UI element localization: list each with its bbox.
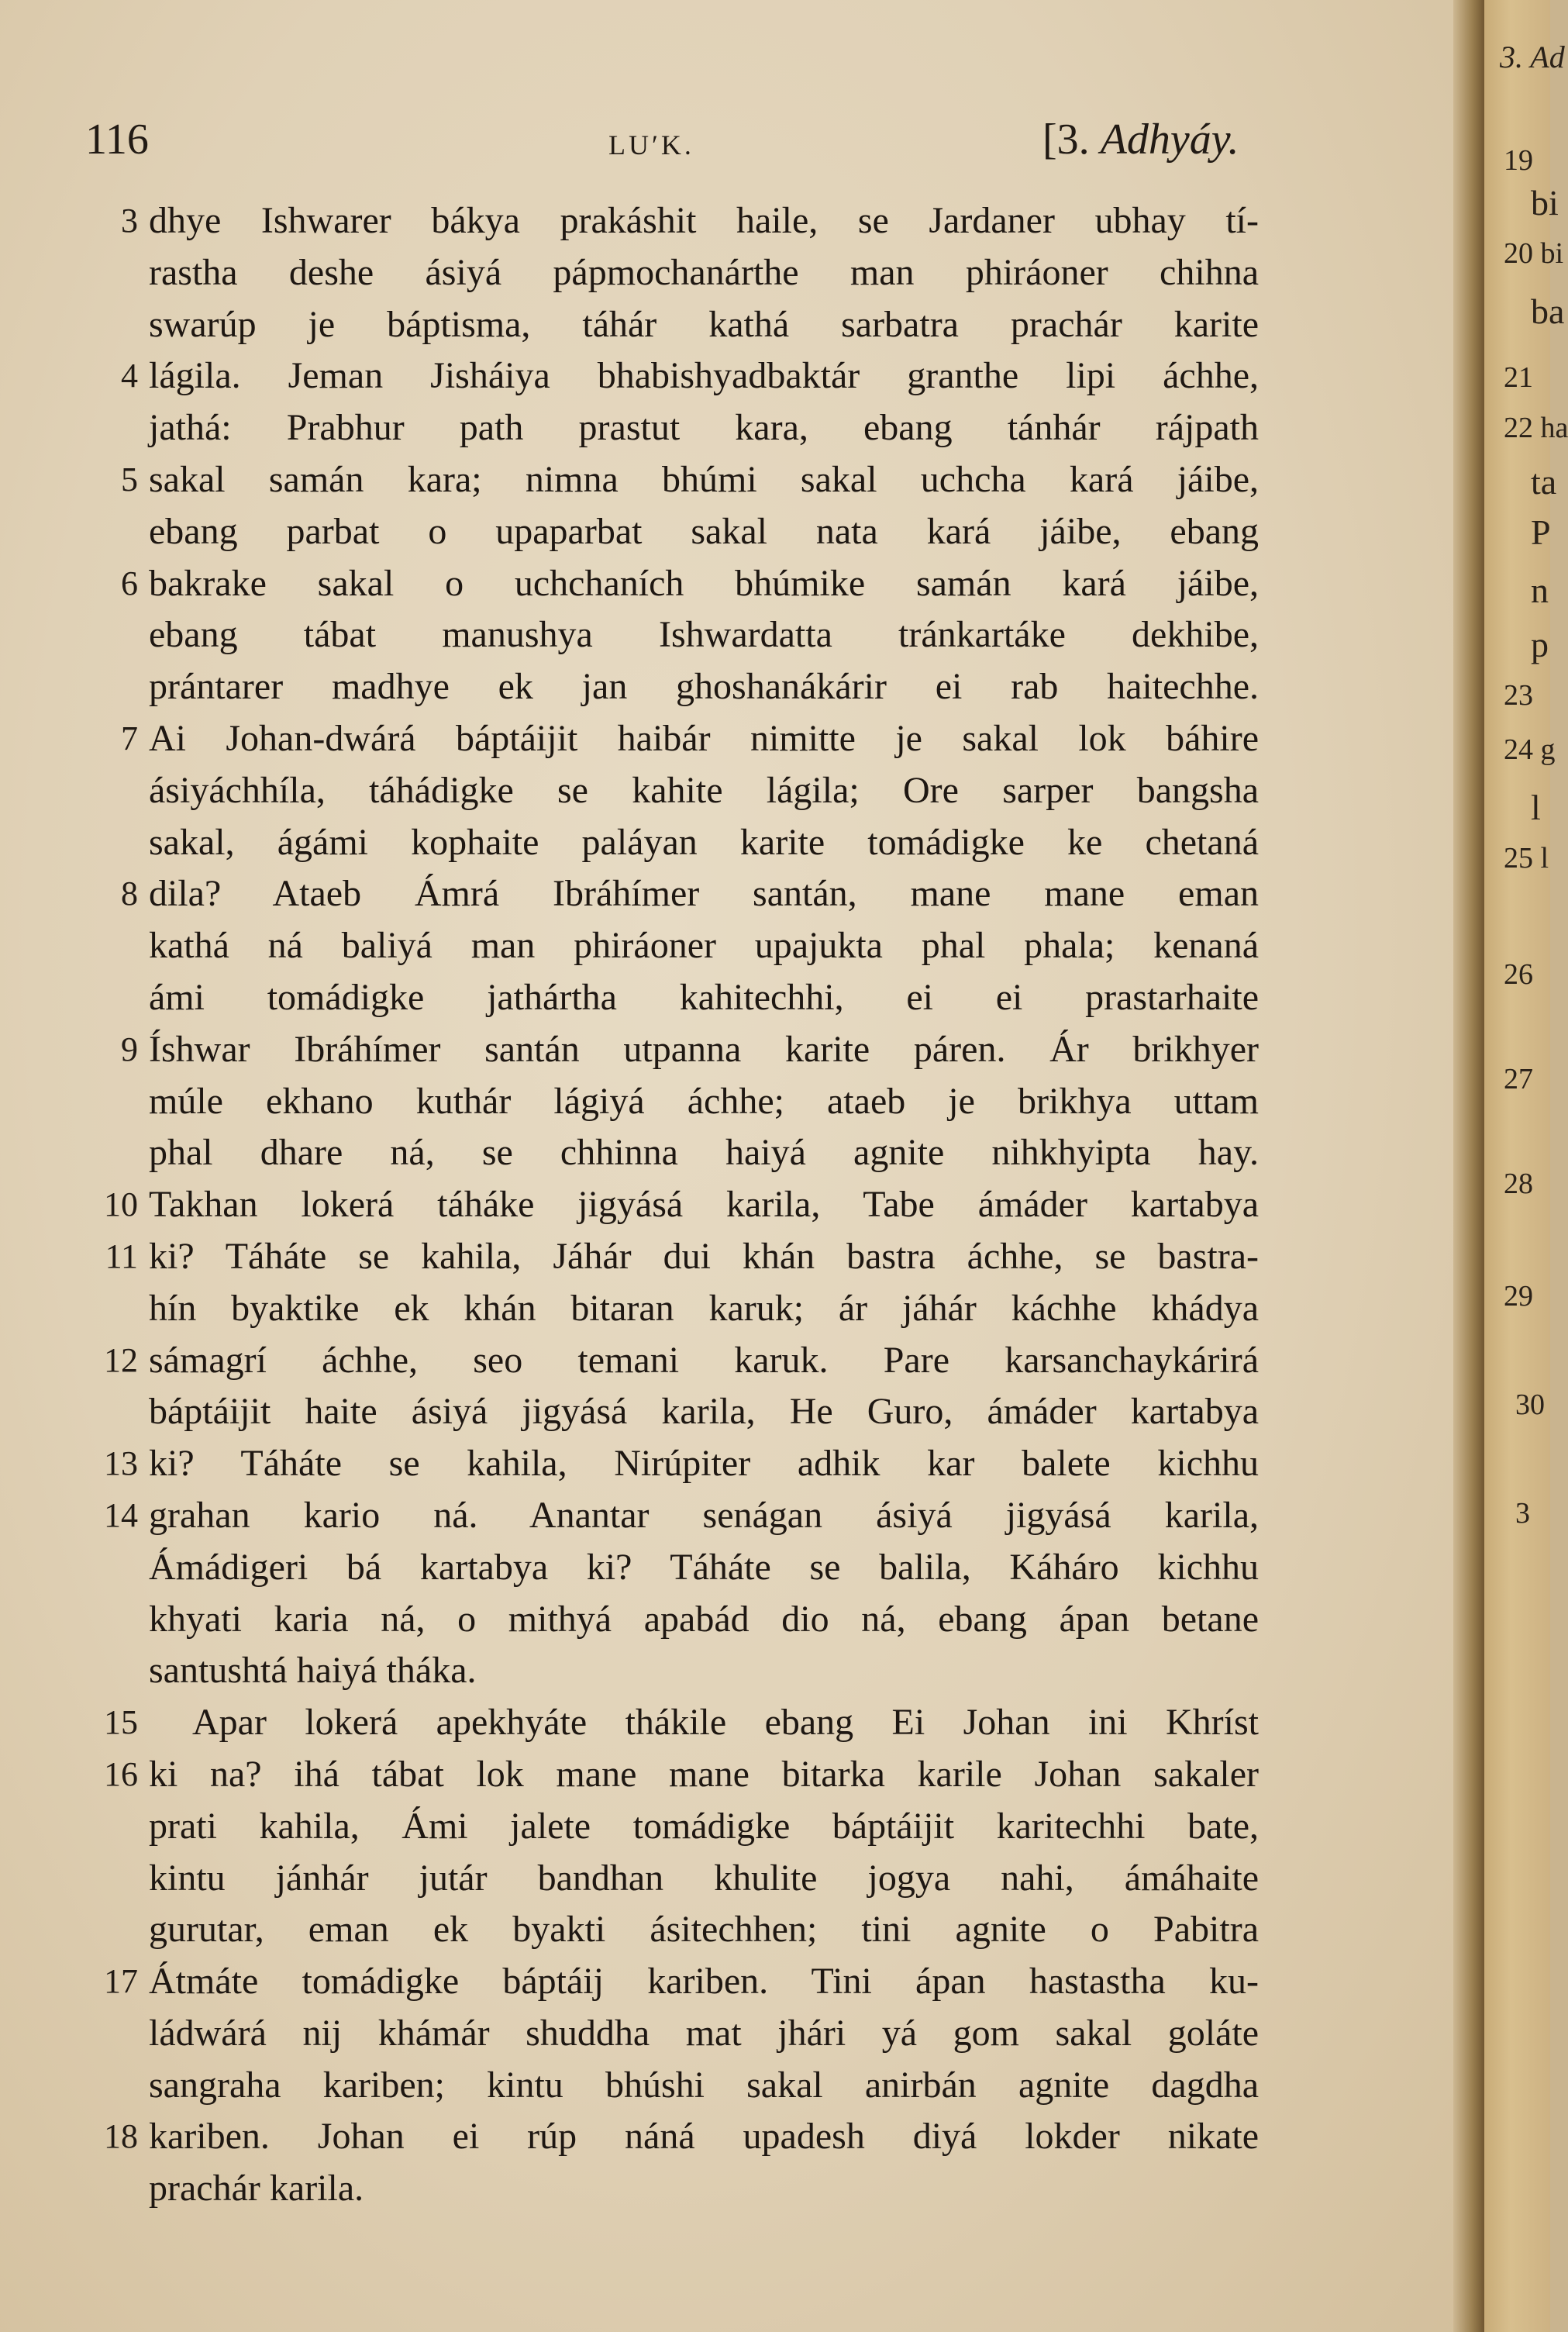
text-line bbox=[0, 1335, 1473, 1387]
line-text: santushtá haiyá tháka. bbox=[149, 1650, 477, 1692]
verse-number: 8 bbox=[121, 874, 138, 913]
text-line bbox=[0, 1283, 1473, 1335]
line-text: Apar lokerá apekhyáte thákile ebang Ei Johan ini Khríst bbox=[192, 1702, 1259, 1744]
facing-page-header: 3. Ad bbox=[1500, 40, 1565, 74]
text-line bbox=[0, 1594, 1473, 1646]
line-text: prachár karila. bbox=[149, 2168, 364, 2210]
facing-page-fragment: ba bbox=[1531, 292, 1565, 331]
text-line bbox=[0, 1127, 1473, 1179]
line-text: ki? Táháte se kahila, Nirúpiter adhik kar balete kichhu bbox=[149, 1443, 1259, 1485]
text-line bbox=[0, 868, 1473, 920]
facing-page-fragment: ta bbox=[1531, 462, 1557, 502]
text-line bbox=[0, 454, 1473, 506]
page-number: 116 bbox=[85, 116, 149, 164]
facing-page-verse-number: 30 bbox=[1515, 1389, 1545, 1421]
line-text: prati kahila, Ámi jalete tomádigke báptáijit karitechhi bate, bbox=[149, 1805, 1259, 1847]
verse-number: 3 bbox=[121, 202, 138, 240]
line-text: rastha deshe ásiyá pápmochanárthe man phiráoner chihna bbox=[149, 251, 1259, 293]
facing-page-verse-number: 28 bbox=[1504, 1168, 1533, 1200]
line-text: gurutar, eman ek byakti ásitechhen; tini agnite o Pabitra bbox=[149, 1909, 1259, 1951]
verse-number: 7 bbox=[121, 719, 138, 757]
text-line bbox=[0, 1076, 1473, 1128]
verse-number: 17 bbox=[104, 1962, 138, 2001]
text-line bbox=[0, 1853, 1473, 1905]
text-line bbox=[0, 1956, 1473, 2008]
facing-page-fragment: p bbox=[1531, 625, 1549, 664]
facing-page-fragment: l bbox=[1531, 788, 1541, 827]
verse-number: 9 bbox=[121, 1030, 138, 1068]
text-line bbox=[0, 2163, 1473, 2215]
verse-number: 10 bbox=[104, 1185, 138, 1224]
line-text: hín byaktike ek khán bitaran karuk; ár jáhár káchhe khádya bbox=[149, 1287, 1259, 1329]
facing-page-verse-number: 26 bbox=[1504, 958, 1533, 991]
line-text: báptáijit haite ásiyá jigyásá karila, He Guro, ámáder kartabya bbox=[149, 1391, 1259, 1433]
text-line bbox=[0, 713, 1473, 765]
text-line bbox=[0, 609, 1473, 661]
line-text: ámi tomádigke jathártha kahitechhi, ei ei prastarhaite bbox=[149, 976, 1259, 1018]
text-line bbox=[0, 1542, 1473, 1594]
chapter-heading bbox=[1042, 115, 1239, 164]
line-text: Ai Johan-dwárá báptáijit haibár nimitte je sakal lok báhire bbox=[149, 717, 1259, 759]
facing-page-fragment: 25 l bbox=[1504, 842, 1549, 874]
text-line bbox=[0, 402, 1473, 454]
line-text: Átmáte tomádigke báptáij kariben. Tini ápan hastastha ku- bbox=[149, 1961, 1259, 2003]
text-line bbox=[0, 558, 1473, 610]
line-text: lágila. Jeman Jisháiya bhabishyadbaktár granthe lipi áchhe, bbox=[149, 355, 1259, 397]
verse-number: 11 bbox=[105, 1237, 138, 1275]
verse-number: 18 bbox=[104, 2117, 138, 2156]
verse-number: 14 bbox=[104, 1495, 138, 1534]
verse-number: 5 bbox=[121, 460, 138, 498]
text-line bbox=[0, 972, 1473, 1024]
line-text: grahan kario ná. Anantar senágan ásiyá jigyásá karila, bbox=[149, 1494, 1259, 1536]
text-line bbox=[0, 1645, 1473, 1697]
line-text: swarúp je báptisma, táhár kathá sarbatra prachár karite bbox=[149, 303, 1259, 345]
facing-page-verse-number: 19 bbox=[1504, 144, 1533, 177]
verse-number: 12 bbox=[104, 1340, 138, 1379]
line-text: sakal samán kara; nimna bhúmi sakal uchcha kará jáibe, bbox=[149, 458, 1259, 500]
text-line bbox=[0, 2111, 1473, 2163]
text-line bbox=[0, 1697, 1473, 1749]
text-line bbox=[0, 1024, 1473, 1076]
line-text: sangraha kariben; kintu bhúshi sakal anirbán agnite dagdha bbox=[149, 2064, 1259, 2106]
verse-number: 13 bbox=[104, 1444, 138, 1483]
book-title: LU′K. bbox=[608, 129, 694, 160]
line-text: ebang parbat o upaparbat sakal nata kará jáibe, ebang bbox=[149, 510, 1259, 552]
text-line bbox=[0, 1179, 1473, 1231]
text-line bbox=[0, 506, 1473, 558]
line-text: ki? Táháte se kahila, Jáhár dui khán bastra áchhe, se bastra- bbox=[149, 1235, 1259, 1277]
line-text: jathá: Prabhur path prastut kara, ebang tánhár rájpath bbox=[149, 407, 1259, 449]
text-line bbox=[0, 1904, 1473, 1956]
verse-number: 15 bbox=[104, 1703, 138, 1742]
line-text: kathá ná baliyá man phiráoner upajukta phal phala; kenaná bbox=[149, 925, 1259, 967]
line-text: sakal, ágámi kophaite paláyan karite tomádigke ke chetaná bbox=[149, 821, 1259, 863]
line-text: múle ekhano kuthár lágiyá áchhe; ataeb je brikhya uttam bbox=[149, 1080, 1259, 1122]
line-text: bakrake sakal o uchchaních bhúmike samán kará jáibe, bbox=[149, 562, 1259, 604]
line-text: sámagrí áchhe, seo temani karuk. Pare karsanchaykárirá bbox=[149, 1339, 1259, 1381]
text-line bbox=[0, 1801, 1473, 1853]
text-line bbox=[0, 817, 1473, 869]
text-line bbox=[0, 1490, 1473, 1542]
line-text: ásiyáchhíla, táhádigke se kahite lágila; Ore sarper bangsha bbox=[149, 769, 1259, 811]
text-line bbox=[0, 350, 1473, 402]
text-line bbox=[0, 247, 1473, 299]
line-text: kariben. Johan ei rúp náná upadesh diyá lokder nikate bbox=[149, 2116, 1259, 2158]
facing-page-edge bbox=[1484, 0, 1568, 2332]
line-text: kintu jánhár jutár bandhan khulite jogya nahi, ámáhaite bbox=[149, 1857, 1259, 1899]
facing-page-verse-number: 29 bbox=[1504, 1280, 1533, 1313]
facing-page-fragment: n bbox=[1531, 571, 1549, 610]
text-line bbox=[0, 299, 1473, 351]
facing-page-fragment: bi bbox=[1531, 183, 1559, 223]
text-line bbox=[0, 765, 1473, 817]
text-line bbox=[0, 1438, 1473, 1490]
facing-page-verse-number: 3 bbox=[1515, 1497, 1530, 1530]
text-line bbox=[0, 920, 1473, 972]
verse-number: 4 bbox=[121, 357, 138, 395]
line-text: dila? Ataeb Ámrá Ibráhímer santán, mane mane eman bbox=[149, 873, 1259, 915]
text-line bbox=[0, 1749, 1473, 1801]
text-line bbox=[0, 195, 1473, 247]
chapter-prefix: [3. bbox=[1042, 116, 1101, 164]
facing-page-fragment: P bbox=[1531, 512, 1551, 552]
line-text: Íshwar Ibráhímer santán utpanna karite páren. Ár brikhyer bbox=[149, 1028, 1259, 1070]
line-text: ládwárá nij khámár shuddha mat jhári yá gom sakal goláte bbox=[149, 2012, 1259, 2054]
text-line bbox=[0, 1231, 1473, 1283]
facing-page-fragment: 22 ha bbox=[1504, 412, 1568, 444]
line-text: ebang tábat manushya Ishwardatta tránkartáke dekhibe, bbox=[149, 614, 1259, 656]
facing-page-verse-number: 23 bbox=[1504, 679, 1533, 712]
text-line bbox=[0, 1386, 1473, 1438]
line-text: Takhan lokerá táháke jigyásá karila, Tabe ámáder kartabya bbox=[149, 1184, 1259, 1226]
line-text: phal dhare ná, se chhinna haiyá agnite nihkhyipta hay. bbox=[149, 1132, 1259, 1174]
line-text: Ámádigeri bá kartabya ki? Táháte se balila, Káháro kichhu bbox=[149, 1546, 1259, 1588]
line-text: prántarer madhye ek jan ghoshanákárir ei rab haitechhe. bbox=[149, 666, 1259, 708]
facing-page-fragment: 24 g bbox=[1504, 733, 1556, 766]
verse-number: 6 bbox=[121, 564, 138, 602]
verse-number: 16 bbox=[104, 1754, 138, 1793]
facing-page-verse-number: 27 bbox=[1504, 1063, 1533, 1095]
line-text: dhye Ishwarer bákya prakáshit haile, se Jardaner ubhay tí- bbox=[149, 200, 1259, 241]
scripture-text bbox=[0, 195, 1473, 2215]
line-text: khyati karia ná, o mithyá apabád dio ná, ebang ápan betane bbox=[149, 1598, 1259, 1640]
line-text: ki na? ihá tábat lok mane mane bitarka karile Johan sakaler bbox=[149, 1753, 1259, 1795]
facing-page-verse-number: 21 bbox=[1504, 361, 1533, 394]
facing-page-fragment: 20 bi bbox=[1504, 237, 1564, 270]
text-line bbox=[0, 2008, 1473, 2060]
text-line bbox=[0, 2060, 1473, 2112]
text-line bbox=[0, 661, 1473, 713]
chapter-name: Adhyáy. bbox=[1100, 116, 1239, 164]
